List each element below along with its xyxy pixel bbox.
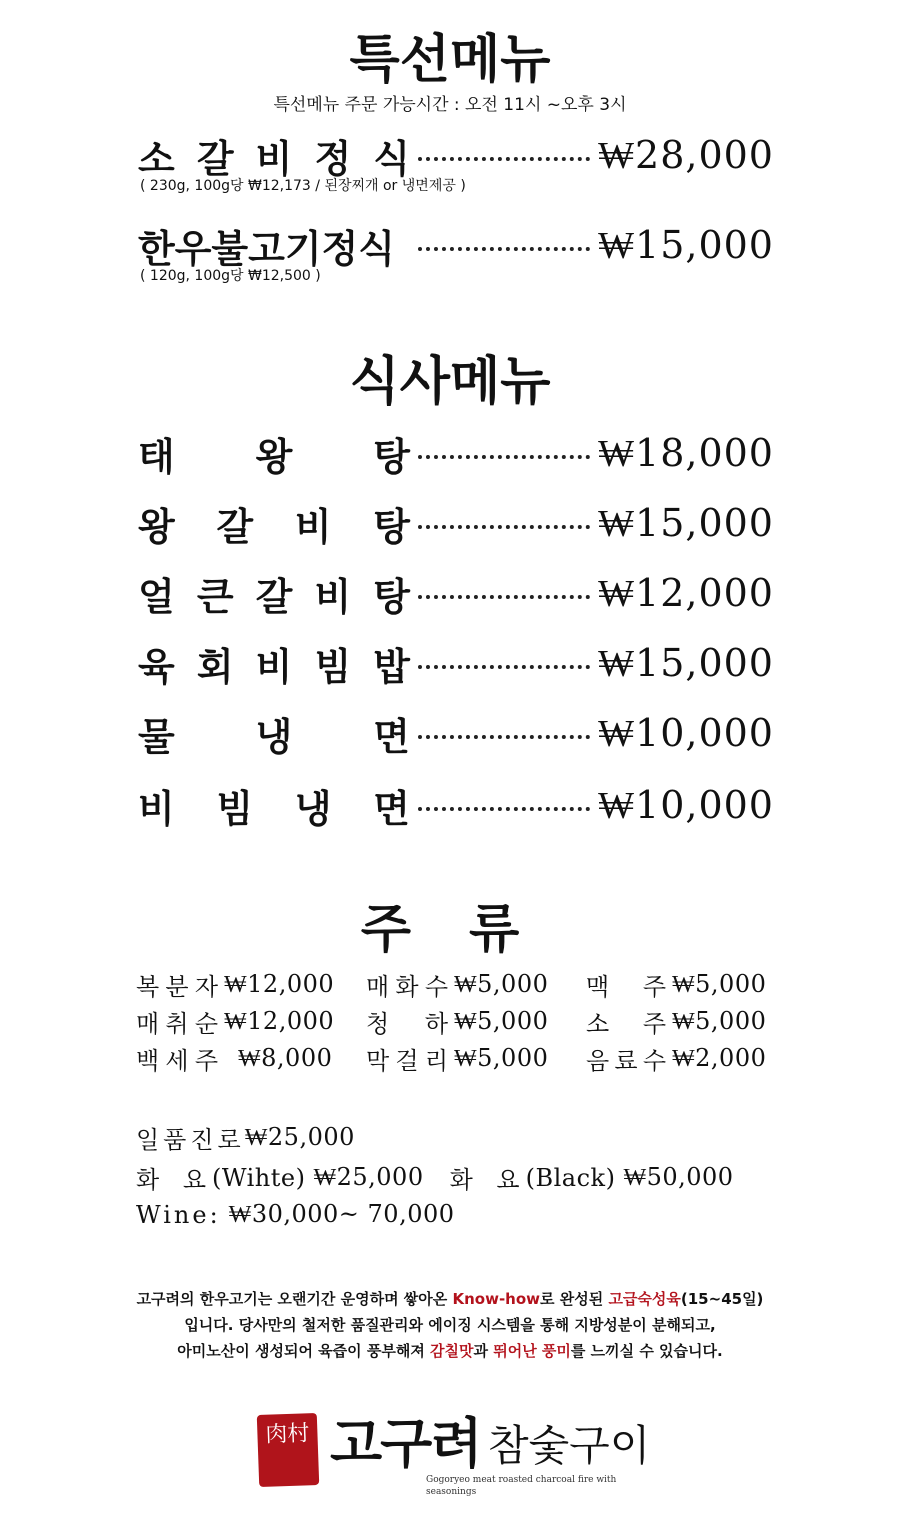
drink-price: ₩25,000 (244, 1123, 355, 1151)
dot-leader (418, 665, 590, 669)
drink-item (586, 1041, 776, 1076)
drink-name: 음 료 수 (586, 1047, 666, 1075)
drinks-row (136, 1040, 776, 1077)
dot-leader (418, 455, 590, 459)
drinks-grid (136, 966, 776, 1077)
menu-item-name: 왕 갈 비 탕 (138, 504, 410, 549)
drink-item (136, 1041, 366, 1076)
drink-price: ₩5,000 (672, 970, 767, 998)
drink-price: ₩50,000 (623, 1163, 734, 1191)
drink-name: 복 분 자 (136, 973, 218, 1001)
description-line-1 (0, 1286, 900, 1312)
special-hours-note: 특선메뉴 주문 가능시간 : 오전 11시 ~오후 3시 (273, 95, 627, 115)
drink-item (586, 967, 776, 1002)
menu-item-price: ₩10,000 (598, 710, 774, 755)
dot-leader (418, 157, 590, 161)
logo-brand: 고구려 (330, 1411, 481, 1475)
drink-name: Wine: (136, 1200, 221, 1229)
menu-item-price: ₩15,000 (598, 640, 774, 685)
menu-item-name: 육 회 비 빔 밥 (138, 644, 410, 689)
dot-leader (418, 247, 590, 251)
menu-item-wanggalbitang (138, 498, 774, 548)
menu-item-price: ₩12,000 (598, 570, 774, 615)
menu-item-price: ₩15,000 (598, 222, 774, 267)
menu-item-name: 물 냉 면 (138, 714, 410, 759)
menu-item-name: 비 빔 냉 면 (138, 786, 410, 831)
desc-text: (15~45일) (680, 1290, 764, 1308)
desc-text: 로 완성된 (540, 1290, 609, 1308)
description-line-3 (0, 1338, 900, 1364)
drink-item (136, 1004, 366, 1039)
menu-item-name: 얼 큰 갈 비 탕 (138, 574, 410, 619)
drink-item (366, 1041, 586, 1076)
drink-price: ₩25,000 (313, 1163, 424, 1191)
dot-leader (418, 595, 590, 599)
menu-item-name: 한우불고기정식 (138, 226, 395, 271)
desc-highlight: 뛰어난 풍미 (493, 1342, 571, 1360)
dot-leader (418, 525, 590, 529)
drink-name: 화 요 (136, 1166, 206, 1194)
drink-item (366, 967, 586, 1002)
desc-text: 아미노산이 생성되어 육즙이 풍부해져 (177, 1342, 431, 1360)
dot-leader (418, 807, 590, 811)
drinks-title: 주 류 (360, 900, 540, 960)
menu-item-mul-naengmyeon (138, 708, 774, 758)
drink-name: 백 세 주 (136, 1047, 218, 1075)
drinks-row (136, 1003, 776, 1040)
drink-name: 소 주 (586, 1010, 666, 1038)
drink-price: ₩5,000 (454, 1044, 549, 1072)
desc-highlight: 고급숙성육 (608, 1290, 681, 1308)
drink-price: ₩30,000~ 70,000 (228, 1200, 455, 1228)
menu-item-price: ₩28,000 (598, 132, 774, 177)
drink-item (586, 1004, 776, 1039)
desc-text: 과 (473, 1342, 494, 1360)
drink-price: ₩5,000 (454, 1007, 549, 1035)
drink-price: ₩12,000 (224, 970, 335, 998)
logo-suffix: 참숯구이 (488, 1421, 651, 1470)
menu-item-so-galbi (138, 130, 774, 180)
drink-name: 막 걸 리 (366, 1047, 448, 1075)
description-line-2: 입니다. 당사만의 철저한 품질관리와 에이징 시스템을 통해 지방성분이 분해되고, (184, 1316, 716, 1334)
drinks-row (136, 966, 776, 1003)
drink-name: 청 하 (366, 1010, 448, 1038)
drink-name: 화 요 (449, 1166, 520, 1194)
special-menu-title: 특선메뉴 (349, 30, 551, 90)
menu-item-price: ₩15,000 (598, 500, 774, 545)
drink-variant: (Black) (525, 1163, 616, 1192)
dot-leader (418, 735, 590, 739)
drink-name: 매 취 순 (136, 1010, 218, 1038)
drink-name: 일품진로 (136, 1126, 245, 1154)
drink-wine (136, 1200, 455, 1229)
drink-price: ₩12,000 (224, 1007, 335, 1035)
menu-item-taewangtang (138, 428, 774, 478)
drink-price: ₩2,000 (672, 1044, 767, 1072)
restaurant-logo (258, 1408, 668, 1498)
menu-item-price: ₩18,000 (598, 430, 774, 475)
desc-highlight: 감칠맛 (430, 1342, 474, 1360)
drink-item (366, 1004, 586, 1039)
desc-text: 고구려의 한우고기는 오랜기간 운영하며 쌓아온 (136, 1290, 453, 1308)
drink-name: 맥 주 (586, 973, 666, 1001)
desc-text: 를 느끼실 수 있습니다. (570, 1342, 723, 1360)
menu-item-bibim-naengmyeon (138, 780, 774, 830)
menu-item-price: ₩10,000 (598, 782, 774, 827)
menu-item-note: ( 120g, 100g당 ₩12,500 ) (140, 268, 321, 284)
seal-logo-icon (257, 1413, 319, 1487)
drink-ilpum-jinro (136, 1120, 355, 1155)
logo-tagline: Gogoryeo meat roasted charcoal fire with seasonings (426, 1475, 617, 1497)
desc-highlight: Know-how (452, 1290, 541, 1308)
drink-item (136, 967, 366, 1002)
menu-item-name: 태 왕 탕 (138, 434, 410, 479)
menu-item-bulgogi (138, 220, 774, 270)
drink-price: ₩5,000 (454, 970, 549, 998)
meal-menu-title: 식사메뉴 (349, 352, 551, 412)
drink-price: ₩5,000 (672, 1007, 767, 1035)
seal-text: 肉村 (265, 1421, 310, 1448)
drink-variant: (Wihte) (212, 1163, 306, 1192)
menu-item-eolkeun-galbitang (138, 568, 774, 618)
drink-price: ₩8,000 (238, 1044, 333, 1072)
menu-item-name: 소 갈 비 정 식 (138, 136, 410, 181)
drink-hwayo-line (136, 1160, 734, 1195)
menu-item-note: ( 230g, 100g당 ₩12,173 / 된장찌개 or 냉면제공 ) (140, 178, 466, 194)
drink-name: 매 화 수 (366, 973, 448, 1001)
menu-item-yukhoe-bibimbap (138, 638, 774, 688)
